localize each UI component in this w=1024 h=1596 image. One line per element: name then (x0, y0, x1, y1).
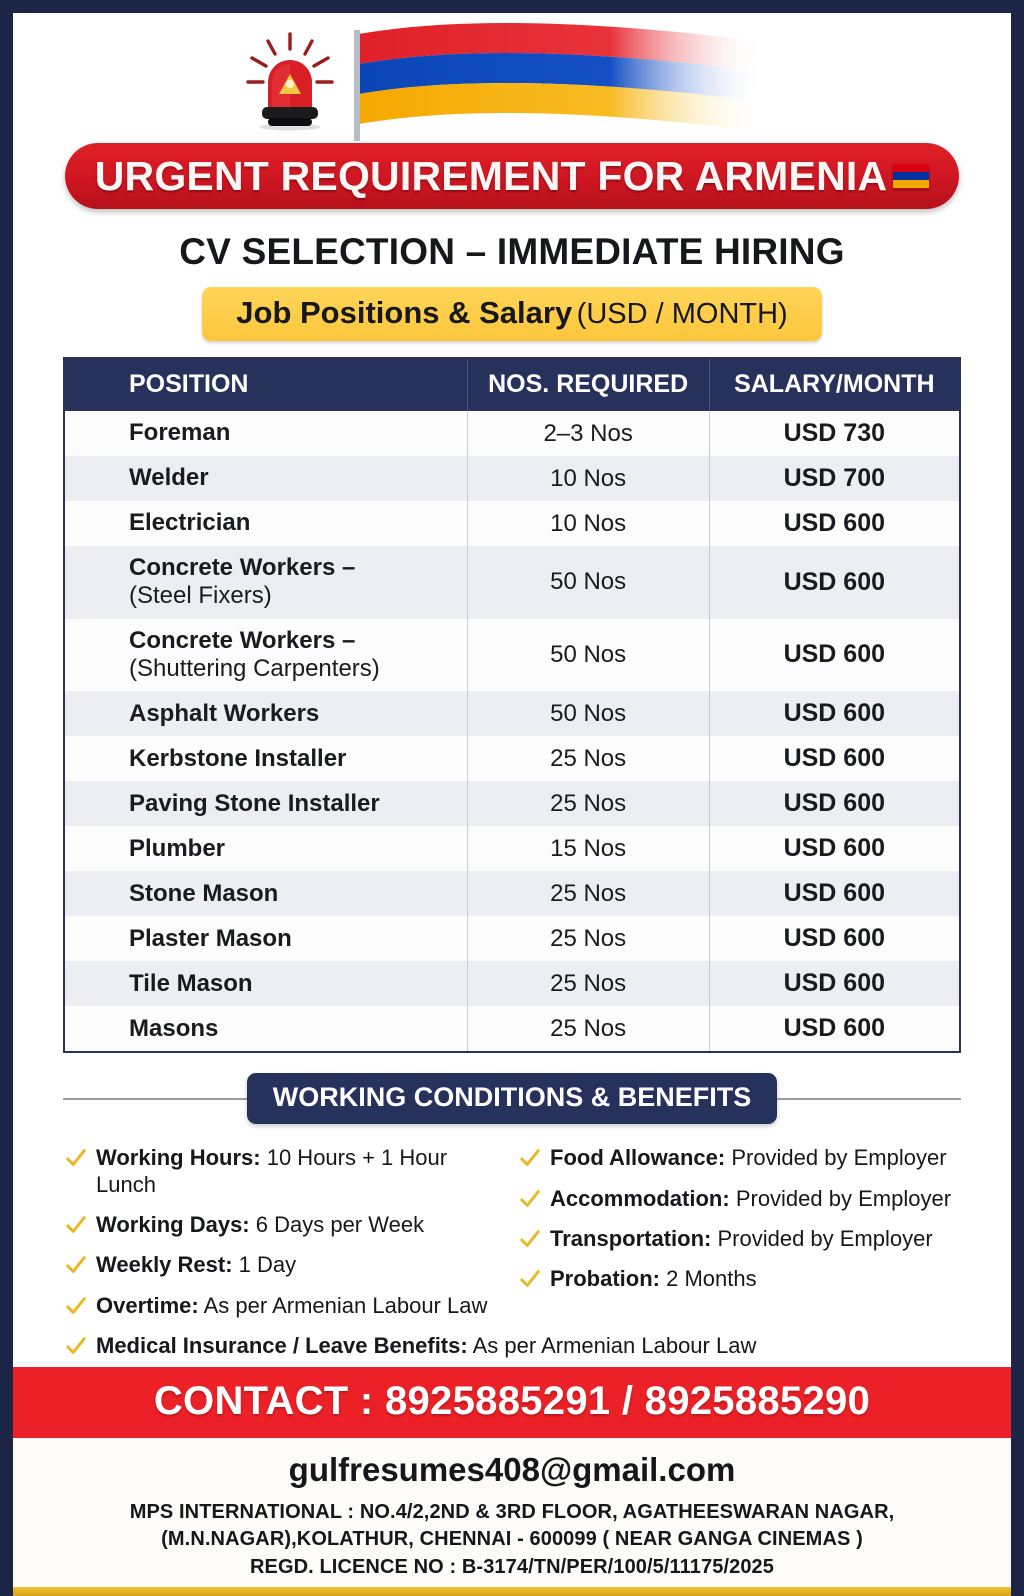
benefit-value: Provided by Employer (717, 1226, 933, 1252)
hero-art-area (13, 13, 1011, 143)
benefit-item-medical (65, 1326, 959, 1366)
benefit-value: 2 Months (666, 1266, 757, 1292)
cell-position: Kerbstone Installer (64, 736, 467, 781)
conditions-header (13, 1053, 1011, 1124)
cell-position: Paving Stone Installer (64, 781, 467, 826)
cell-position-sub: (Shuttering Carpenters) (129, 654, 380, 682)
cell-nos: 25 Nos (467, 1006, 709, 1052)
agency-address (13, 1499, 1011, 1588)
col-header-position: POSITION (64, 358, 467, 411)
cell-salary: USD 600 (709, 871, 960, 916)
benefit-item (519, 1138, 959, 1178)
benefit-item (65, 1286, 505, 1326)
cell-nos: 25 Nos (467, 781, 709, 826)
table-row (64, 826, 960, 871)
benefit-value: 6 Days per Week (255, 1212, 425, 1238)
cell-position: Plaster Mason (64, 916, 467, 961)
table-row (64, 501, 960, 546)
col-header-nos: NOS. REQUIRED (467, 358, 709, 411)
cell-salary: USD 700 (709, 456, 960, 501)
salary-pill-regular: (USD / MONTH) (576, 298, 788, 330)
benefit-label: Food Allowance: (550, 1145, 726, 1171)
address-line-1: MPS INTERNATIONAL : NO.4/2,2ND & 3RD FLOOR, AGATHEESWARAN NAGAR, (129, 1500, 895, 1523)
cell-position: Plumber (64, 826, 467, 871)
benefit-value: 1 Day (238, 1252, 297, 1278)
benefit-label: Weekly Rest: (96, 1252, 233, 1278)
positions-table-wrap (13, 357, 1011, 1053)
table-head (64, 358, 960, 411)
cell-salary: USD 730 (709, 411, 960, 456)
cell-position: Asphalt Workers (64, 691, 467, 736)
check-icon (65, 1295, 87, 1317)
contact-email[interactable]: gulfresumes408@gmail.com (13, 1438, 1011, 1499)
cell-position: Concrete Workers – (Steel Fixers) (64, 546, 467, 619)
check-icon (65, 1254, 87, 1276)
table-row (64, 619, 960, 692)
cell-salary: USD 600 (709, 546, 960, 619)
cell-salary: USD 600 (709, 736, 960, 781)
benefit-label: Medical Insurance / Leave Benefits: (96, 1333, 468, 1359)
benefit-item (65, 1245, 505, 1285)
benefits-right-column (519, 1138, 959, 1326)
salary-pill-bold: Job Positions & Salary (236, 295, 573, 330)
benefit-value: 10 Hours + 1 Hour Lunch (96, 1145, 448, 1197)
cell-salary: USD 600 (709, 961, 960, 1006)
contact-bar[interactable] (13, 1367, 1011, 1438)
benefit-label: Working Hours: (96, 1145, 261, 1171)
salary-pill (202, 287, 821, 341)
cell-nos: 50 Nos (467, 691, 709, 736)
benefit-value: As per Armenian Labour Law (472, 1333, 757, 1359)
benefit-label: Working Days: (96, 1212, 250, 1238)
table-row (64, 871, 960, 916)
cell-position: Stone Mason (64, 871, 467, 916)
cell-salary: USD 600 (709, 691, 960, 736)
cell-nos: 25 Nos (467, 871, 709, 916)
table-row (64, 456, 960, 501)
cell-salary: USD 600 (709, 781, 960, 826)
hero-art (232, 16, 792, 141)
cell-salary: USD 600 (709, 1006, 960, 1052)
divider-left (63, 1098, 247, 1100)
gold-stripe (13, 1587, 1011, 1596)
armenia-flag (324, 16, 794, 141)
table-header-row (64, 358, 960, 411)
benefit-label: Transportation: (550, 1226, 712, 1252)
cell-nos: 25 Nos (467, 736, 709, 781)
cell-position: Tile Mason (64, 961, 467, 1006)
benefits-full-row (13, 1326, 1011, 1366)
positions-table (63, 357, 961, 1053)
divider-right (777, 1098, 961, 1100)
contact-phone-text[interactable]: CONTACT : 8925885291 / 8925885290 (153, 1378, 871, 1423)
benefit-item (519, 1219, 959, 1259)
urgent-banner-row (13, 143, 1011, 209)
banner-title: URGENT REQUIREMENT FOR ARMENIA (94, 152, 888, 199)
cell-position: Welder (64, 456, 467, 501)
cell-position: Concrete Workers – (Shuttering Carpenters) (64, 619, 467, 692)
check-icon (519, 1268, 541, 1290)
cell-nos: 10 Nos (467, 501, 709, 546)
cell-salary: USD 600 (709, 619, 960, 692)
benefit-item (519, 1179, 959, 1219)
cell-nos: 50 Nos (467, 546, 709, 619)
table-row (64, 736, 960, 781)
cell-nos: 10 Nos (467, 456, 709, 501)
cell-nos: 2–3 Nos (467, 411, 709, 456)
table-body (64, 411, 960, 1052)
table-row (64, 411, 960, 456)
table-row (64, 781, 960, 826)
subtitle: CV SELECTION – IMMEDIATE HIRING (179, 231, 845, 272)
benefit-value: Provided by Employer (731, 1145, 947, 1171)
cell-position: Electrician (64, 501, 467, 546)
cell-salary: USD 600 (709, 826, 960, 871)
cell-position: Foreman (64, 411, 467, 456)
benefit-label: Probation: (550, 1266, 660, 1292)
licence-number: REGD. LICENCE NO : B-3174/TN/PER/100/5/11175/2025 (249, 1555, 775, 1578)
check-icon (65, 1335, 87, 1357)
poster-inner-frame (10, 10, 1014, 1578)
table-row (64, 546, 960, 619)
urgent-banner (65, 143, 959, 209)
table-row (64, 916, 960, 961)
check-icon (65, 1214, 87, 1236)
benefit-label: Overtime: (96, 1292, 199, 1318)
check-icon (519, 1228, 541, 1250)
check-icon (519, 1188, 541, 1210)
check-icon (519, 1147, 541, 1169)
cell-salary: USD 600 (709, 501, 960, 546)
table-row (64, 961, 960, 1006)
benefits-grid (13, 1124, 1011, 1326)
cell-nos: 50 Nos (467, 619, 709, 692)
benefit-value: Provided by Employer (735, 1185, 952, 1211)
benefits-left-column (65, 1138, 505, 1326)
benefit-value: As per Armenian Labour Law (203, 1292, 488, 1318)
cell-salary: USD 600 (709, 916, 960, 961)
conditions-badge: WORKING CONDITIONS & BENEFITS (247, 1073, 778, 1124)
armenia-flag-emoji-icon (893, 164, 929, 189)
cell-position-sub: (Steel Fixers) (129, 582, 272, 610)
benefit-item (65, 1138, 505, 1205)
benefit-item (65, 1205, 505, 1245)
benefit-label: Accommodation: (550, 1185, 730, 1211)
col-header-salary: SALARY/MONTH (709, 358, 960, 411)
cell-nos: 25 Nos (467, 961, 709, 1006)
salary-pill-row (13, 287, 1011, 357)
table-row (64, 691, 960, 736)
table-row (64, 1006, 960, 1052)
check-icon (65, 1147, 87, 1169)
benefit-item (519, 1259, 959, 1299)
cell-nos: 15 Nos (467, 826, 709, 871)
cell-nos: 25 Nos (467, 916, 709, 961)
address-line-2: (M.N.NAGAR),KOLATHUR, CHENNAI - 600099 ( NEAR GANGA CINEMAS ) (161, 1528, 863, 1551)
cell-position: Masons (64, 1006, 467, 1052)
